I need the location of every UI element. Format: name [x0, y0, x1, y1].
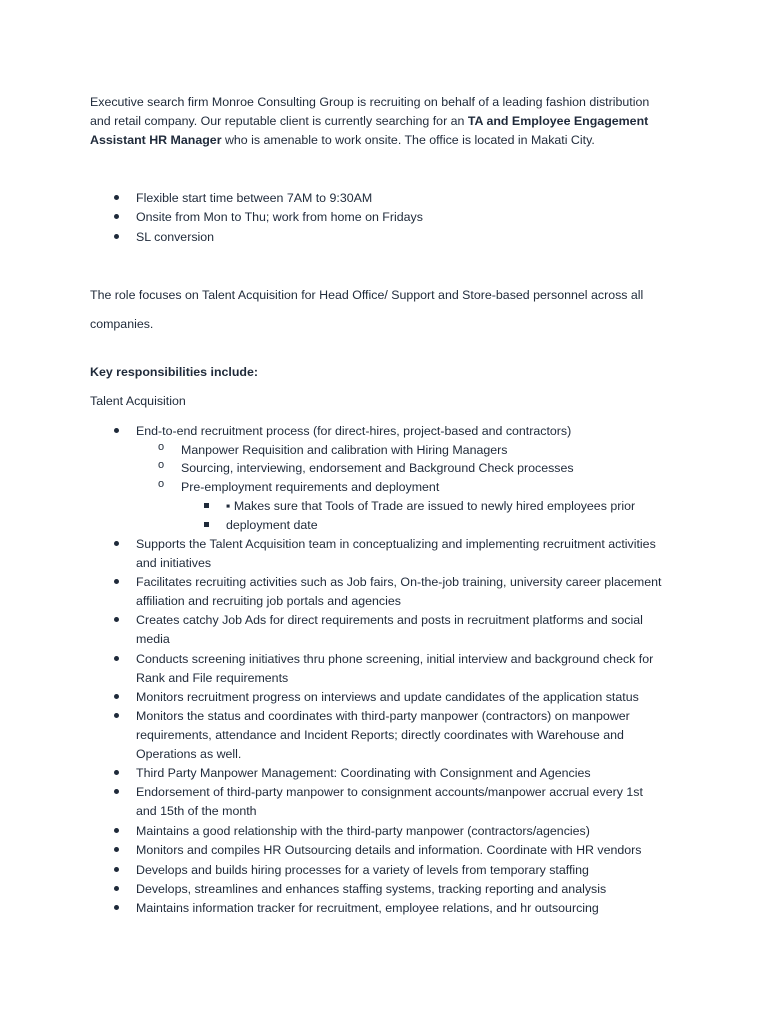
intro-line-3-text: who is amenable to work onsite. The office is located in Makati City. — [221, 133, 595, 147]
bullet-icon — [114, 650, 122, 658]
sub-bullet-icon: o — [158, 441, 165, 453]
responsibility-line: Facilitates recruiting activities such as Job fairs, On-the-job training, university career placement — [136, 575, 662, 589]
sub-bullet-icon: o — [158, 459, 165, 471]
bullet-icon — [114, 707, 122, 715]
responsibility-text: Maintains information tracker for recruitment, employee relations, and hr outsourcing — [136, 901, 599, 915]
responsibility-text: Maintains a good relationship with the third-party manpower (contractors/agencies) — [136, 824, 590, 838]
bullet-icon — [114, 422, 122, 430]
responsibility-line: Creates catchy Job Ads for direct requirements and posts in recruitment platforms and social — [136, 613, 643, 627]
intro-line-2 — [90, 112, 690, 131]
bullet-icon — [114, 880, 122, 888]
responsibility-line: Rank and File requirements — [136, 671, 289, 685]
role-line-1: The role focuses on Talent Acquisition for Head Office/ Support and Store-based personnel across all — [90, 288, 644, 302]
bullet-icon — [114, 861, 122, 869]
responsibility-text: Monitors recruitment progress on interviews and update candidates of the application status — [136, 690, 639, 704]
sub-item-text: Manpower Requisition and calibration with Hiring Managers — [181, 443, 508, 457]
bullet-icon — [114, 189, 122, 197]
subsub-item-text: deployment date — [226, 518, 318, 532]
responsibility-text: Monitors and compiles HR Outsourcing details and information. Coordinate with HR vendors — [136, 843, 642, 857]
responsibility-text: Develops and builds hiring processes for a variety of levels from temporary staffing — [136, 863, 589, 877]
responsibility-line: and initiatives — [136, 556, 212, 570]
responsibility-text — [136, 707, 696, 764]
responsibility-line: and 15th of the month — [136, 804, 257, 818]
responsibility-text — [136, 611, 696, 649]
perk-text: Onsite from Mon to Thu; work from home on Fridays — [136, 210, 423, 224]
bullet-icon — [114, 535, 122, 543]
bullet-icon — [114, 899, 122, 907]
responsibility-text — [136, 573, 696, 611]
sub-item-text: Pre-employment requirements and deployment — [181, 480, 440, 494]
responsibility-line: Conducts screening initiatives thru phone screening, initial interview and background check for — [136, 652, 654, 666]
responsibility-line: affiliation and recruiting job portals and agencies — [136, 594, 401, 608]
responsibility-text — [136, 535, 696, 573]
responsibility-line: media — [136, 632, 170, 646]
key-responsibilities-heading: Key responsibilities include: — [90, 365, 259, 379]
responsibility-line: Endorsement of third-party manpower to consignment accounts/manpower accrual every 1st — [136, 785, 643, 799]
bullet-icon — [114, 688, 122, 696]
responsibility-text — [136, 650, 696, 688]
subsub-item-text: ▪ Makes sure that Tools of Trade are issued to newly hired employees prior — [226, 499, 636, 513]
responsibility-line: Monitors the status and coordinates with third-party manpower (contractors) on manpower — [136, 709, 630, 723]
bullet-icon — [114, 764, 122, 772]
sub-bullet-icon: o — [158, 478, 165, 490]
intro-line-2-text: and retail company. Our reputable client is currently searching for an — [90, 114, 468, 128]
section-label: Talent Acquisition — [90, 394, 186, 408]
responsibility-line: Supports the Talent Acquisition team in conceptualizing and implementing recruitment activities — [136, 537, 656, 551]
bullet-icon — [114, 783, 122, 791]
responsibility-text: Develops, streamlines and enhances staffing systems, tracking reporting and analysis — [136, 882, 607, 896]
job-title-part-1: TA and Employee Engagement — [467, 114, 649, 128]
bullet-icon — [114, 573, 122, 581]
intro-line-3 — [90, 131, 690, 150]
responsibility-text: End-to-end recruitment process (for direct-hires, project-based and contractors) — [136, 424, 572, 438]
responsibility-line: requirements, attendance and Incident Reports; directly coordinates with Warehouse and — [136, 728, 624, 742]
bullet-icon — [114, 822, 122, 830]
job-title-part-2: Assistant HR Manager — [90, 133, 222, 147]
bullet-icon — [114, 611, 122, 619]
bullet-icon — [114, 841, 122, 849]
responsibility-line: Operations as well. — [136, 747, 242, 761]
responsibility-text — [136, 783, 696, 821]
bullet-icon — [114, 208, 122, 216]
bullet-icon — [114, 228, 122, 236]
role-line-2: companies. — [90, 317, 154, 331]
perk-text: SL conversion — [136, 230, 215, 244]
sub-item-text: Sourcing, interviewing, endorsement and Background Check processes — [181, 461, 574, 475]
responsibility-text: Third Party Manpower Management: Coordinating with Consignment and Agencies — [136, 766, 591, 780]
intro-paragraph — [90, 93, 690, 150]
intro-line-1: Executive search firm Monroe Consulting Group is recruiting on behalf of a leading fashion distribution — [90, 95, 650, 109]
perk-text: Flexible start time between 7AM to 9:30AM — [136, 191, 373, 205]
